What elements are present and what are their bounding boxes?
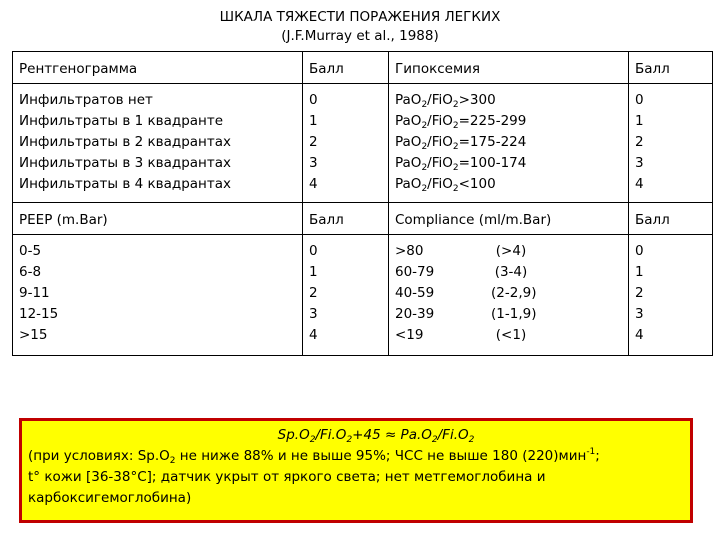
hypoxemia-score-list bbox=[629, 84, 712, 195]
score-value: 4 bbox=[635, 327, 644, 343]
score-header: Балл bbox=[309, 212, 344, 228]
title-line-1: ШКАЛА ТЯЖЕСТИ ПОРАЖЕНИЯ ЛЕГКИХ bbox=[219, 9, 501, 25]
xray-item: Инфильтратов нет bbox=[19, 92, 153, 108]
xray-item: Инфильтраты в 1 квадранте bbox=[19, 113, 224, 129]
hypoxemia-item: PaO$_2$/FiO$_2$<100 bbox=[395, 176, 496, 194]
compliance-item: >80 (>4) bbox=[395, 243, 527, 259]
conditions-note bbox=[19, 418, 693, 523]
peep-item: 9-11 bbox=[19, 285, 50, 301]
compliance-item: 40-59 (2-2,9) bbox=[395, 285, 537, 301]
score-value: 1 bbox=[635, 264, 644, 280]
hypoxemia-item: PaO$_2$/FiO$_2$=225-299 bbox=[395, 113, 527, 131]
compliance-item: <19 (<1) bbox=[395, 327, 527, 343]
peep-item: 6-8 bbox=[19, 264, 42, 280]
peep-item: >15 bbox=[19, 327, 48, 343]
header-row-1 bbox=[13, 52, 713, 84]
peep-item: 12-15 bbox=[19, 306, 59, 322]
score-value: 0 bbox=[309, 243, 318, 259]
peep-item: 0-5 bbox=[19, 243, 42, 259]
score-header: Балл bbox=[635, 212, 670, 228]
score-value: 1 bbox=[309, 113, 318, 129]
score-value: 4 bbox=[635, 176, 644, 192]
score-value: 4 bbox=[309, 327, 318, 343]
hypoxemia-list bbox=[389, 84, 628, 195]
score-value: 4 bbox=[309, 176, 318, 192]
score-value: 1 bbox=[635, 113, 644, 129]
score-value: 0 bbox=[309, 92, 318, 108]
hypoxemia-item: PaO$_2$/FiO$_2$>300 bbox=[395, 92, 496, 110]
severity-table bbox=[12, 51, 713, 356]
body-row-1 bbox=[13, 84, 713, 203]
score-value: 2 bbox=[309, 134, 318, 150]
compliance-header: Compliance (ml/m.Bar) bbox=[395, 212, 552, 228]
page-title bbox=[0, 8, 720, 46]
note-line-2: t° кожи [36-38°C]; датчик укрыт от яркого света; нет метгемоглобина и bbox=[28, 469, 546, 485]
score-header: Балл bbox=[309, 61, 344, 77]
score-value: 3 bbox=[635, 306, 644, 322]
peep-score-list bbox=[303, 235, 388, 346]
compliance-score-list bbox=[629, 235, 712, 346]
score-value: 3 bbox=[635, 155, 644, 171]
xray-score-list bbox=[303, 84, 388, 195]
compliance-item: 60-79 (3-4) bbox=[395, 264, 528, 280]
score-value: 0 bbox=[635, 243, 644, 259]
xray-item: Инфильтраты в 3 квадрантах bbox=[19, 155, 231, 171]
xray-header: Рентгенограмма bbox=[19, 61, 138, 77]
hypoxemia-item: PaO$_2$/FiO$_2$=175-224 bbox=[395, 134, 527, 152]
xray-item: Инфильтраты в 2 квадрантах bbox=[19, 134, 231, 150]
score-value: 2 bbox=[309, 285, 318, 301]
peep-header: PEEP (m.Bar) bbox=[19, 212, 108, 228]
title-line-2: (J.F.Murray et al., 1988) bbox=[281, 28, 439, 44]
body-row-2 bbox=[13, 235, 713, 356]
compliance-list bbox=[389, 235, 628, 346]
score-value: 2 bbox=[635, 134, 644, 150]
xray-list bbox=[13, 84, 302, 195]
score-value: 2 bbox=[635, 285, 644, 301]
hypoxemia-item: PaO$_2$/FiO$_2$=100-174 bbox=[395, 155, 527, 173]
note-line-1: (при условиях: $Sp.O_2$ не ниже 88% и не выше 95%; ЧСС не выше 180 (220)мин$^{-1}$; bbox=[28, 447, 600, 466]
header-row-2 bbox=[13, 203, 713, 235]
score-value: 0 bbox=[635, 92, 644, 108]
peep-list bbox=[13, 235, 302, 346]
note-line-3: карбоксигемоглобина) bbox=[28, 490, 192, 506]
compliance-item: 20-39 (1-1,9) bbox=[395, 306, 537, 322]
score-value: 3 bbox=[309, 155, 318, 171]
score-value: 1 bbox=[309, 264, 318, 280]
hypoxemia-header: Гипоксемия bbox=[395, 61, 481, 77]
xray-item: Инфильтраты в 4 квадрантах bbox=[19, 176, 231, 192]
score-header: Балл bbox=[635, 61, 670, 77]
score-value: 3 bbox=[309, 306, 318, 322]
note-formula: $Sp.O_2/Fi.O_2+45 \approx Pa.O_2/Fi.O_2$ bbox=[277, 427, 475, 445]
